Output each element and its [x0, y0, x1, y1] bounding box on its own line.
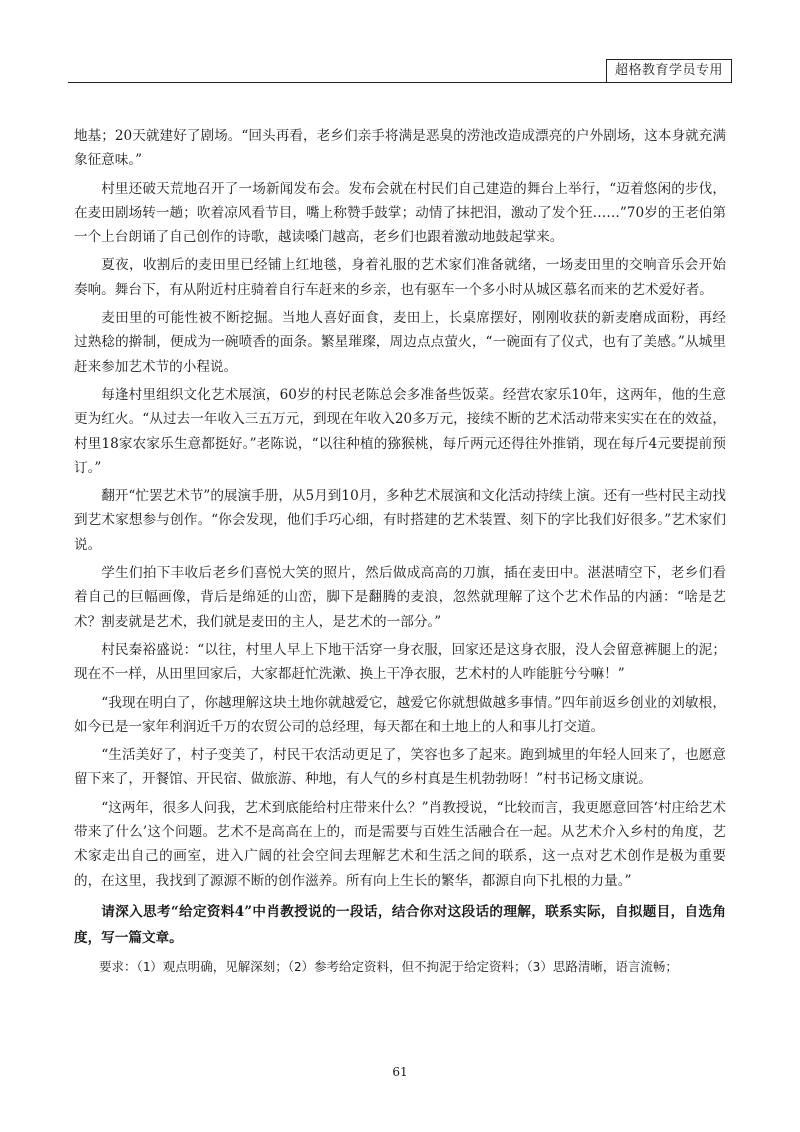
paragraph-5: 每逢村里组织文化艺术展演，60岁的村民老陈总会多准备些饭菜。经营农家乐10年，这两年，他的生意更为红火。“从过去一年收入三五万元，到现在年收入20多万元，接续不断的艺术活动带来实实在在的效益，村里18家农家乐生意都挺好。”老陈说，“以往种植的猕猴桃，每斤两元还得往外推销，现在每斤4元要提前预订。”	[74, 386, 726, 476]
document-body	[74, 124, 726, 979]
paragraph-11: “这两年，很多人问我，艺术到底能给村庄带来什么？”肖教授说，“比较而言，我更愿意回答‘村庄给艺术带来了什么’这个问题。艺术不是高高在上的，而是需要与百姓生活融合在一起。从艺术介入乡村的角度，艺术家走出自己的画室，进入广阔的社会空间去理解艺术和生活之间的联系，这一点对艺术创作是极为重要的，在这里，我找到了源源不断的创作滋养。所有向上生长的繁华，都源自向下扎根的力量。”	[74, 799, 726, 889]
paragraph-1: 地基；20天就建好了剧场。“回头再看，老乡们亲手将满是恶臭的涝池改造成漂亮的户外剧场，这本身就充满象征意味。”	[74, 128, 726, 169]
header-rule	[68, 82, 732, 83]
essay-prompt: 请深入思考“给定资料4”中肖教授说的一段话，结合你对这段话的理解，联系实际，自拟题目，自选角度，写一篇文章。	[74, 903, 726, 946]
paragraph-9: “我现在明白了，你越理解这块土地你就越爱它，越爱它你就想做越多事情。”四年前返乡创业的刘敏根，如今已是一家年利润近千万的农贸公司的总经理，每天都在和土地上的人和事儿打交道。	[74, 694, 726, 735]
paragraph-3: 夏夜，收割后的麦田里已经铺上红地毯，身着礼服的艺术家们准备就绪，一场麦田里的交响音乐会开始奏响。舞台下，有从附近村庄骑着自行车赶来的乡亲，也有驱车一个多小时从城区慕名而来的艺术爱好者。	[74, 257, 726, 298]
header-badge: 超格教育学员专用	[606, 59, 732, 83]
page-number: 61	[392, 1065, 408, 1079]
paragraph-8: 村民秦裕盛说：“以往，村里人早上下地干活穿一身衣服，回家还是这身衣服，没人会留意裤腿上的泥；现在不一样，从田里回家后，大家都赶忙洗漱、换上干净衣服，艺术村的人咋能脏兮兮嘛！”	[74, 641, 726, 683]
essay-requirements: 要求：（1）观点明确，见解深刻；（2）参考给定资料，但不拘泥于给定资料；（3）思路清晰，语言流畅；	[99, 958, 678, 974]
paragraph-2: 村里还破天荒地召开了一场新闻发布会。发布会就在村民们自己建造的舞台上举行，“迈着悠闲的步伐，在麦田剧场转一趟；吹着凉风看节目，嘴上称赞手鼓掌；动情了抹把泪，激动了发个狂……”70岁的王老伯第一个上台朗诵了自己创作的诗歌，越读嗓门越高，老乡们也跟着激动地鼓起掌来。	[74, 180, 726, 246]
paragraph-10: “生活美好了，村子变美了，村民干农活动更足了，笑容也多了起来。跑到城里的年轻人回来了，也愿意留下来了，开餐馆、开民宿、做旅游、种地，有人气的乡村真是生机勃勃呀！”村书记杨文康说。	[74, 747, 726, 788]
paragraph-4: 麦田里的可能性被不断挖掘。当地人喜好面食，麦田上，长桌席摆好，刚刚收获的新麦磨成面粉，再经过熟稔的擀制，便成为一碗喷香的面条。繁星璀璨，周边点点萤火，“一碗面有了仪式，也有了美感。”从城里赶来参加艺术节的小程说。	[74, 310, 726, 375]
paragraph-6: 翻开“忙罢艺术节”的展演手册，从5月到10月，多种艺术展演和文化活动持续上演。还有一些村民主动找到艺术家想参与创作。“你会发现，他们手巧心细，有时搭建的艺术装置、刻下的字比我们好很多。”艺术家们说。	[74, 488, 726, 553]
paragraph-7: 学生们拍下丰收后老乡们喜悦大笑的照片，然后做成高高的刀旗，插在麦田中。湛湛晴空下，老乡们看着自己的巨幅画像，背后是绵延的山峦，脚下是翻腾的麦浪，忽然就理解了这个艺术作品的内涵：“啥是艺术？割麦就是艺术，我们就是麦田的主人，是艺术的一部分。”	[74, 565, 726, 630]
